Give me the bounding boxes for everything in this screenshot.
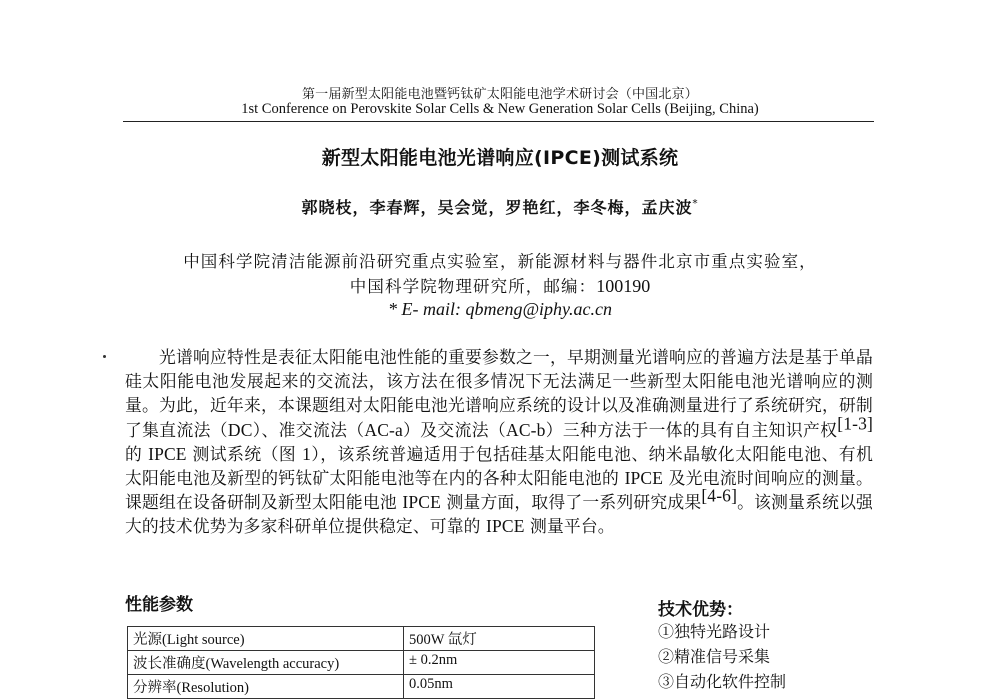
citation-ref: [4-6] [701,485,738,506]
abstract-term: IPCE [624,468,664,489]
abstract-text: 及光电流时间响应的测量。课题组在设备研制及新型太阳能电池 [125,468,873,513]
abstract-text: 测量方面，取得了一系列研究成果 [440,492,702,513]
abstract-term: DC [227,419,253,440]
abstract-text: 测量平台。 [524,516,615,537]
list-item: ②精准信号采集 [658,647,771,666]
value-cell: 500W 氙灯 [404,627,595,651]
affiliation-line-1: 中国科学院清洁能源前沿研究重点实验室，新能源材料与器件北京市重点实验室， [183,252,817,271]
abstract-text: ）及交流法（ [402,419,507,440]
author-names: 郭晓枝，李春辉，吴会觉，罗艳红，李冬梅，孟庆波 [301,198,693,217]
table-row [128,651,595,675]
abstract-term: IPCE [148,443,187,464]
corresponding-author-mark: * [692,198,699,210]
abstract-term: AC-a [364,419,403,440]
figure-ref: 1 [302,443,311,464]
advantages-heading: 技术优势： [658,600,743,620]
conference-header-en: 1st Conference on Perovskite Solar Cells & New Generation Solar Cells (Beijing, China) [241,101,759,117]
abstract-term: IPCE [402,492,441,513]
conference-header-cn: 第一届新型太阳能电池暨钙钛矿太阳能电池学术研讨会（中国北京） [301,87,698,102]
abstract-paragraph [125,345,873,539]
param-cell: 波长准确度(Wavelength accuracy) [128,651,404,675]
value-cell: ± 0.2nm [404,651,595,675]
abstract-term: IPCE [486,516,525,537]
param-cell: 分辨率(Resolution) [128,675,404,699]
citation-ref: [1-3] [837,413,874,434]
param-cell: 光源(Light source) [128,627,404,651]
abstract-text: ）三种方法于一体的具有自主知识产权 [545,419,838,440]
list-item: ③自动化软件控制 [658,672,787,691]
abstract-text: 的 [125,443,149,464]
list-item: ①独特光路设计 [658,622,771,641]
abstract-text: ）、准交流法（ [252,419,365,440]
scan-dot [103,355,106,358]
affiliation-line-2 [0,273,1000,297]
postcode: 100190 [596,276,651,296]
value-cell: 0.05nm [404,675,595,699]
header-divider [123,121,874,122]
abstract-text: 。该测量系统以强大的技术优势为多家科研单位提供稳定、可靠的 [125,492,873,537]
performance-table [127,626,595,699]
paper-title: 新型太阳能电池光谱响应(IPCE)测试系统 [321,147,679,169]
contact-email: * E- mail: qbmeng@iphy.ac.cn [387,299,612,319]
table-row [128,675,595,699]
performance-heading: 性能参数 [125,595,193,615]
table-row [128,627,595,651]
author-list [0,195,1000,218]
abstract-text: ），该系统普遍适用于包括硅基太阳能电池、纳米晶敏化太阳能电池、有机太阳能电池及新型的钙钛矿太阳能电池等在内的各种太阳能电池的 [125,443,873,489]
advantages-list [658,621,786,696]
abstract-text: 光谱响应特性是表征太阳能电池性能的重要参数之一，早期测量光谱响应的普遍方法是基于单晶硅太阳能电池发展起来的交流法，该方法在很多情况下无法满足一些新型太阳能电池光谱响应的测量。为此，近年来，本课题组对太阳能电池光谱响应系统的设计以及准确测量进行了系统研究，研制了集直流法（ [125,347,873,440]
abstract-text: 测试系统（图 [186,443,303,464]
affiliation-institute: 中国科学院物理研究所，邮编： [349,277,597,296]
abstract-term: AC-b [506,419,546,440]
